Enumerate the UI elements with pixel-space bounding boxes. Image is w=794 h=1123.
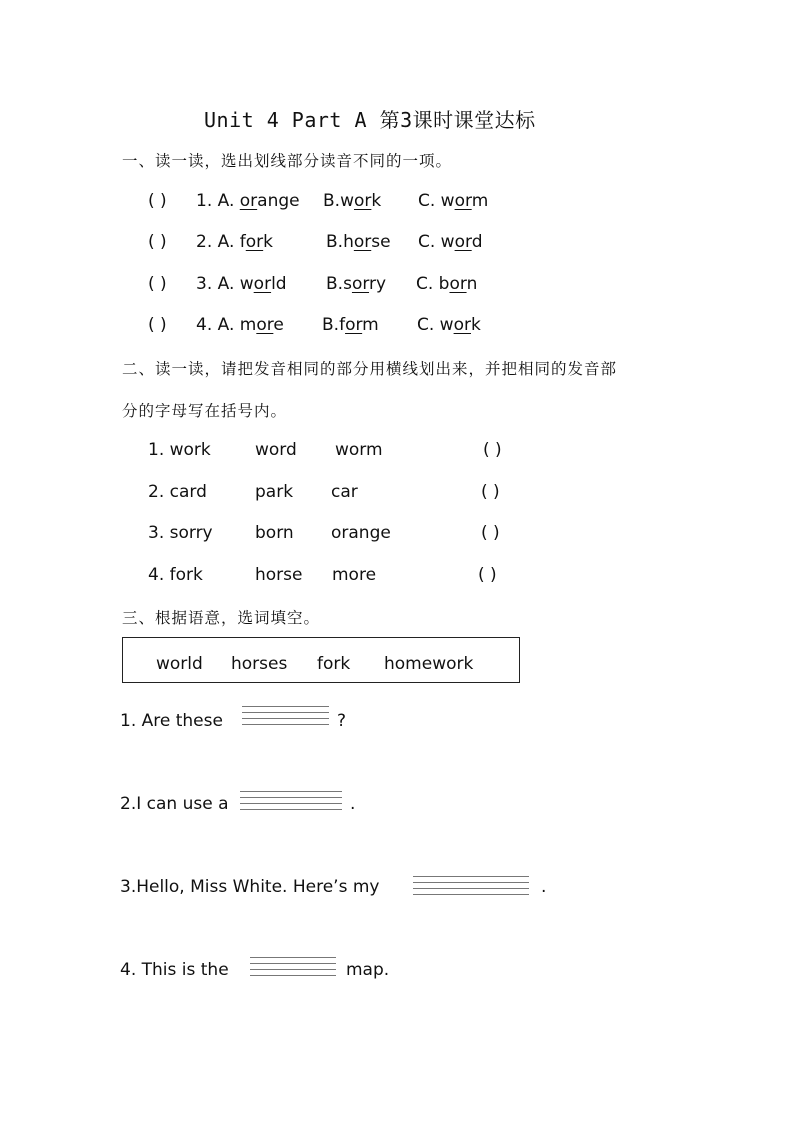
sentence-3-end: . — [541, 877, 547, 897]
word-1: 1. work — [148, 440, 211, 460]
question-option-b: B.horse — [326, 232, 391, 252]
word-1: 3. sorry — [148, 523, 213, 543]
word-2: park — [255, 482, 294, 502]
answer-paren[interactable]: ( ) — [483, 440, 502, 460]
answer-paren[interactable]: ( ) — [481, 523, 500, 543]
sentence-1-text: 1. Are these — [120, 711, 223, 731]
question-option-a: 2. A. fork — [196, 232, 274, 252]
answer-paren[interactable]: ( ) — [481, 482, 500, 502]
question-option-b: B.sorry — [326, 274, 387, 294]
question-option-a: 4. A. more — [196, 315, 284, 335]
word-1: 4. fork — [148, 565, 203, 585]
word-2: born — [255, 523, 294, 543]
answer-paren[interactable]: ( ) — [148, 232, 167, 252]
sentence-4-text: 4. This is the — [120, 960, 229, 980]
sentence-3-text: 3.Hello, Miss White. Here’s my — [120, 877, 380, 897]
answer-paren[interactable]: ( ) — [478, 565, 497, 585]
question-option-a: 1. A. orange — [196, 191, 300, 211]
page-title: Unit 4 Part A 第3课时课堂达标 — [204, 108, 536, 132]
question-option-c: C. word — [418, 232, 483, 252]
sentence-4-end: map. — [346, 960, 390, 980]
answer-paren[interactable]: ( ) — [148, 315, 167, 335]
question-option-c: C. born — [416, 274, 478, 294]
word-bank-item: homework — [384, 654, 474, 674]
question-option-a: 3. A. world — [196, 274, 287, 294]
word-2: word — [255, 440, 297, 460]
answer-blank[interactable] — [240, 791, 342, 815]
word-bank-box — [122, 637, 520, 683]
section-3-heading: 三、根据语意，选词填空。 — [122, 609, 321, 627]
question-option-c: C. work — [417, 315, 481, 335]
answer-blank[interactable] — [250, 957, 336, 981]
word-3: car — [331, 482, 358, 502]
question-option-c: C. worm — [418, 191, 489, 211]
word-3: worm — [335, 440, 383, 460]
answer-paren[interactable]: ( ) — [148, 274, 167, 294]
question-option-b: B.form — [322, 315, 379, 335]
sentence-2-end: . — [350, 794, 356, 814]
word-3: more — [332, 565, 377, 585]
section-2-heading-line1: 二、读一读，请把发音相同的部分用横线划出来，并把相同的发音部 — [122, 360, 618, 378]
answer-blank[interactable] — [242, 706, 329, 730]
section-2-heading-line2: 分的字母写在括号内。 — [122, 402, 288, 420]
word-1: 2. card — [148, 482, 207, 502]
question-option-b: B.work — [323, 191, 382, 211]
word-bank-item: fork — [317, 654, 351, 674]
word-bank-item: world — [156, 654, 203, 674]
answer-blank[interactable] — [413, 876, 529, 900]
section-1-heading: 一、读一读，选出划线部分读音不同的一项。 — [122, 152, 453, 170]
answer-paren[interactable]: ( ) — [148, 191, 167, 211]
word-2: horse — [255, 565, 303, 585]
word-bank-item: horses — [231, 654, 288, 674]
sentence-1-end: ? — [337, 711, 347, 731]
sentence-2-text: 2.I can use a — [120, 794, 229, 814]
word-3: orange — [331, 523, 391, 543]
